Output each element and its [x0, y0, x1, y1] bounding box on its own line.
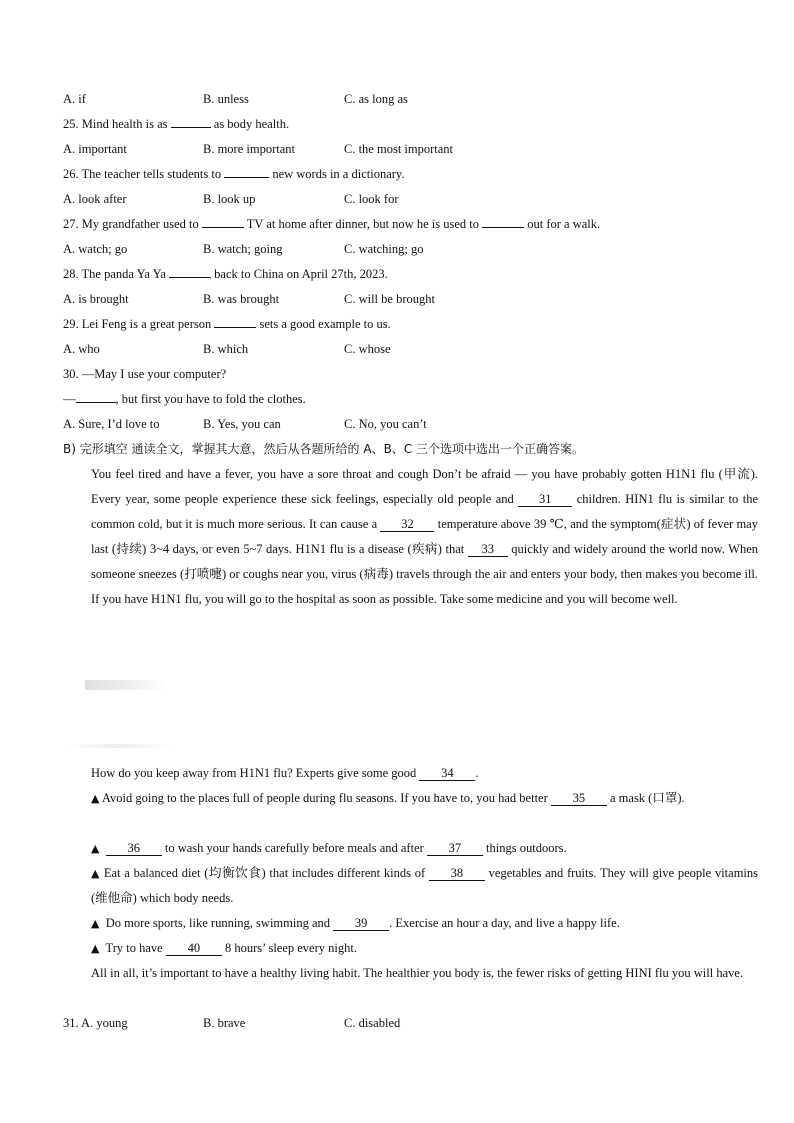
- question-30: 30. —May I use your computer?: [63, 367, 227, 381]
- answer-blank: [169, 277, 211, 278]
- cloze-blank-37: 37: [427, 842, 483, 856]
- option-b: B. which: [203, 342, 249, 356]
- option-c: C. as long as: [344, 92, 408, 106]
- option-a: A. look after: [63, 192, 127, 206]
- option-b: B. unless: [203, 92, 249, 106]
- option-b: B. brave: [203, 1016, 246, 1030]
- option-b: B. more important: [203, 142, 295, 156]
- question-26: 26. The teacher tells students to new words in a dictionary.: [63, 167, 405, 181]
- question-29: 29. Lei Feng is a great person sets a good example to us.: [63, 317, 391, 331]
- tip-2: ▲ 36 to wash your hands carefully before meals and after 37 things outdoors.: [91, 841, 567, 855]
- option-c: C. watching; go: [344, 242, 424, 256]
- cloze-blank-32: 32: [380, 518, 434, 532]
- cloze-blank-38: 38: [429, 867, 485, 881]
- section-b-heading: B) 完形填空 通读全文，掌握其大意，然后从各题所给的 A、B、C 三个选项中选出一个正确答案。: [63, 442, 584, 456]
- question-25: 25. Mind health is as as body health.: [63, 117, 290, 131]
- conclusion-paragraph: All in all, it’s important to have a healthy living habit. The healthier you body is, the fewer risks of getting HINI flu you will have.: [91, 966, 744, 980]
- option-a: A. important: [63, 142, 127, 156]
- answer-blank: [202, 227, 244, 228]
- cloze-blank-33: 33: [468, 543, 508, 557]
- tip-1: ▲ Avoid going to the places full of people during flu seasons. If you have to, you had better 35 a mask (口罩).: [91, 791, 685, 805]
- keep-away-question: How do you keep away from H1N1 flu? Experts give some good 34 .: [91, 766, 479, 780]
- option-c: C. No, you can’t: [344, 417, 427, 431]
- cloze-blank-31: 31: [518, 493, 572, 507]
- option-a: A. who: [63, 342, 100, 356]
- passage-paragraph-1: You feel tired and have a fever, you have a sore throat and cough Don’t be afraid — you have probably gotten H1N1 flu (甲流). Every year, some people experience these sick feelings, especially old people and 31 children. HIN1 flu is similar to the common cold, but it is much more serious. It can cause a 32 temperature above 39 ℃, and the symptom(症状) of fever may last (持续) 3~4 days, or even 5~7 days. H1N1 flu is a disease (疾病) that 33 quickly and widely around the world now. When someone sneezes (打喷嚏) or coughs near you, virus (病毒) travels through the air and enters your body, then makes you become ill. If you have H1N1 flu, you will go to the hospital as soon as possible. Take some medicine and you will become well.: [91, 467, 758, 606]
- tip-4: ▲ Do more sports, like running, swimming and 39 . Exercise an hour a day, and live a happy life.: [91, 916, 620, 930]
- answer-blank: [171, 127, 211, 128]
- option-a: A. is brought: [63, 292, 129, 306]
- triangle-up-icon: ▲: [91, 792, 100, 805]
- option-c: C. disabled: [344, 1016, 401, 1030]
- scan-artifact: [85, 680, 165, 690]
- option-b: B. Yes, you can: [203, 417, 281, 431]
- option-b: B. look up: [203, 192, 256, 206]
- triangle-up-icon: ▲: [91, 867, 101, 880]
- tip-3: ▲ Eat a balanced diet (均衡饮食) that includes different kinds of 38 vegetables and fruits. They will give people vitamins (维他命) which body needs.: [91, 866, 759, 905]
- option-a: A. Sure, I’d love to: [63, 417, 160, 431]
- option-a: 31. A. young: [63, 1016, 128, 1030]
- option-c: C. look for: [344, 192, 399, 206]
- answer-blank: [214, 327, 256, 328]
- answer-blank: [482, 227, 524, 228]
- option-c: C. the most important: [344, 142, 454, 156]
- option-a: A. if: [63, 92, 86, 106]
- option-c: C. whose: [344, 342, 391, 356]
- cloze-blank-39: 39: [333, 917, 389, 931]
- scan-artifact: [63, 744, 173, 748]
- answer-blank: [224, 177, 269, 178]
- option-b: B. was brought: [203, 292, 280, 306]
- answer-blank: [76, 402, 116, 403]
- tip-5: ▲ Try to have 40 8 hours’ sleep every night.: [91, 941, 357, 955]
- option-a: A. watch; go: [63, 242, 128, 256]
- question-28: 28. The panda Ya Ya back to China on April 27th, 2023.: [63, 267, 388, 281]
- triangle-up-icon: ▲: [91, 917, 100, 930]
- cloze-blank-34: 34: [419, 767, 475, 781]
- cloze-blank-36: 36: [106, 842, 162, 856]
- triangle-up-icon: ▲: [91, 942, 100, 955]
- cloze-blank-40: 40: [166, 942, 222, 956]
- question-27: 27. My grandfather used to TV at home after dinner, but now he is used to out for a walk.: [63, 217, 601, 231]
- triangle-up-icon: ▲: [91, 842, 100, 855]
- option-b: B. watch; going: [203, 242, 283, 256]
- question-30-reply: — , but first you have to fold the clothes.: [63, 392, 306, 406]
- option-c: C. will be brought: [344, 292, 435, 306]
- cloze-blank-35: 35: [551, 792, 607, 806]
